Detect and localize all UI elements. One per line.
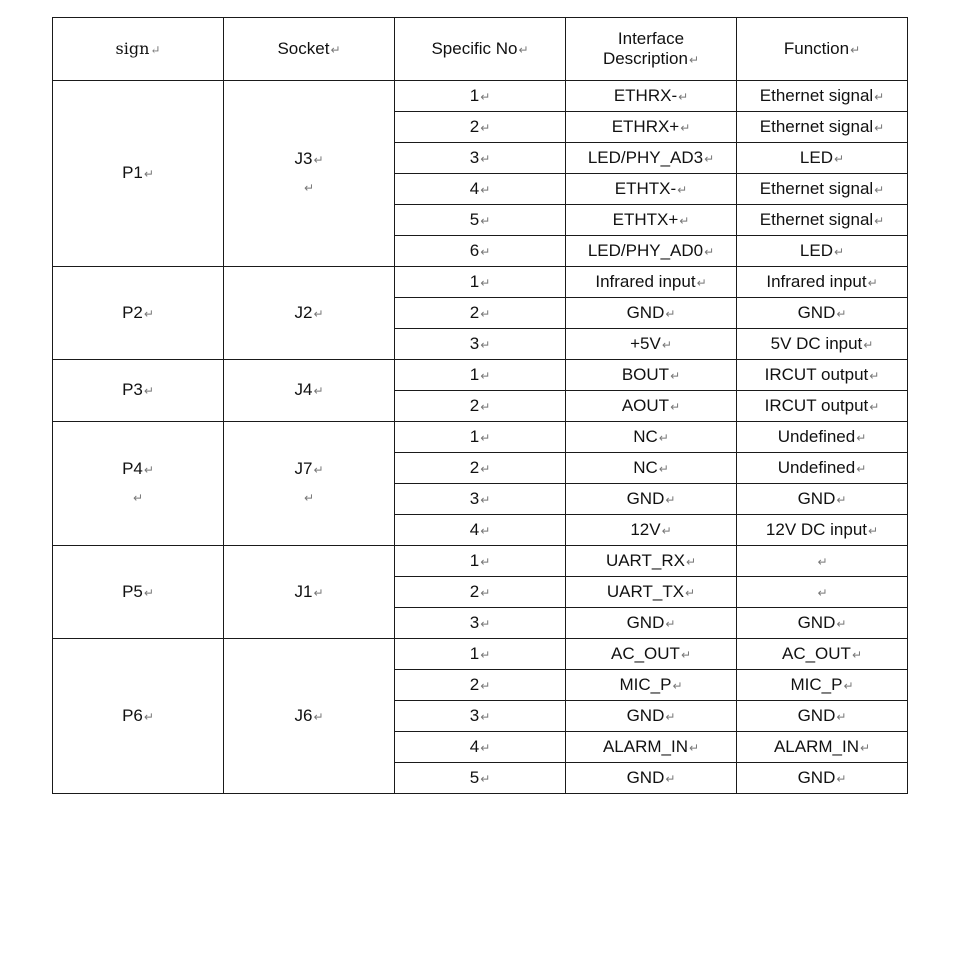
table-row [53,360,908,391]
sign-cell: P6↵ [53,639,224,794]
function-text: Ethernet signal [759,178,874,198]
pin-number: 3 [469,488,480,508]
function-cell: IRCUT output↵ [737,391,908,422]
specific-no-cell: 2↵ [395,391,566,422]
socket-label: J3 [294,149,313,168]
specific-no-cell: 2↵ [395,453,566,484]
socket-label: J1 [294,581,313,601]
function-cell: ALARM_IN↵ [737,732,908,763]
function-text: AC_OUT [781,643,851,663]
pin-number: 2 [469,116,480,136]
interface-description: 12V [630,519,661,539]
specific-no-cell: 2↵ [395,670,566,701]
specific-no-cell: 2↵ [395,577,566,608]
specific-no-cell: 1↵ [395,360,566,391]
function-cell: ↵ [737,577,908,608]
specific-no-cell: 4↵ [395,515,566,546]
pin-number: 3 [469,612,480,632]
function-cell: GND↵ [737,484,908,515]
header-function: Function↵ [737,18,908,81]
function-cell: GND↵ [737,763,908,794]
interface-description: GND [626,767,665,787]
sign-cell: P5↵ [53,546,224,639]
pin-number: 1 [469,426,480,446]
interface-description-cell: ETHTX-↵ [566,174,737,205]
specific-no-cell: 3↵ [395,484,566,515]
sign-label: P5 [122,581,143,601]
pin-number: 2 [469,581,480,601]
specific-no-cell: 4↵ [395,732,566,763]
pin-number: 1 [469,271,480,291]
interface-description: ETHTX- [614,178,677,198]
function-text: Infrared input [766,271,867,291]
interface-description-cell: Infrared input↵ [566,267,737,298]
sign-label: P1 [122,163,143,182]
sign-label: P3 [122,380,143,399]
interface-description-cell: AC_OUT↵ [566,639,737,670]
function-cell: Ethernet signal↵ [737,174,908,205]
interface-description: Infrared input [595,271,696,291]
sign-label: P4 [122,459,143,478]
interface-description: BOUT [621,364,670,384]
pin-number: 2 [469,457,480,477]
pin-definition-table [52,17,908,794]
function-text: 5V DC input [770,333,863,353]
function-cell: Undefined↵ [737,422,908,453]
socket-cell: J4↵ [224,360,395,422]
interface-description: GND [626,488,665,508]
interface-description: UART_RX [605,550,685,570]
specific-no-cell: 2↵ [395,112,566,143]
socket-label: J2 [294,302,313,322]
specific-no-cell: 5↵ [395,205,566,236]
interface-description-cell: ETHRX+↵ [566,112,737,143]
specific-no-cell: 4↵ [395,174,566,205]
socket-cell: J2↵ [224,267,395,360]
interface-description: AC_OUT [610,643,680,663]
interface-description-cell: +5V↵ [566,329,737,360]
specific-no-cell: 2↵ [395,298,566,329]
function-text: Undefined [777,426,856,446]
interface-description: NC [633,457,658,477]
function-cell: AC_OUT↵ [737,639,908,670]
specific-no-cell: 1↵ [395,546,566,577]
pin-number: 5 [469,767,480,787]
function-text: ALARM_IN [773,736,859,756]
pin-number: 6 [469,240,480,260]
interface-description-cell: MIC_P↵ [566,670,737,701]
pin-number: 1 [469,364,480,384]
pin-number: 5 [469,209,480,229]
function-cell: GND↵ [737,298,908,329]
function-cell: Undefined↵ [737,453,908,484]
interface-description: LED/PHY_AD0 [587,240,704,260]
pin-definition-table-wrapper [52,17,907,794]
pin-number: 1 [469,85,480,105]
sign-cell: P2↵ [53,267,224,360]
interface-description-cell: GND↵ [566,701,737,732]
table-body [53,81,908,794]
socket-cell: J6↵ [224,639,395,794]
function-cell: GND↵ [737,608,908,639]
socket-cell: J1↵ [224,546,395,639]
pin-number: 3 [469,333,480,353]
function-cell: Ethernet signal↵ [737,112,908,143]
specific-no-cell: 3↵ [395,329,566,360]
table-row [53,639,908,670]
specific-no-cell: 3↵ [395,608,566,639]
function-text: GND [797,612,836,632]
interface-description: +5V [630,333,661,353]
function-text: GND [797,705,836,725]
function-text: GND [797,302,836,322]
function-cell: LED↵ [737,236,908,267]
interface-description: ETHRX- [613,85,678,105]
specific-no-cell: 3↵ [395,143,566,174]
table-row [53,81,908,112]
interface-description: AOUT [621,395,670,415]
function-cell: Ethernet signal↵ [737,205,908,236]
socket-cell: J7↵ ↵ [224,422,395,546]
header-socket: Socket↵ [224,18,395,81]
table-header [53,18,908,81]
pin-number: 1 [469,550,480,570]
interface-description-cell: 12V↵ [566,515,737,546]
interface-description: GND [626,612,665,632]
interface-description-cell: ETHTX+↵ [566,205,737,236]
socket-label: J6 [294,705,313,725]
specific-no-cell: 1↵ [395,639,566,670]
interface-description-cell: UART_RX↵ [566,546,737,577]
interface-description: UART_TX [606,581,685,601]
function-text: Ethernet signal [759,209,874,229]
header-interface-line2: Description [602,48,688,68]
sign-cell: P3↵ [53,360,224,422]
specific-no-cell: 1↵ [395,422,566,453]
pin-number: 2 [469,674,480,694]
table-row [53,267,908,298]
specific-no-cell: 3↵ [395,701,566,732]
function-text: IRCUT output [764,364,869,384]
pin-number: 4 [469,178,480,198]
sign-cell: P4↵ ↵ [53,422,224,546]
socket-label: J7 [294,459,313,478]
interface-description-cell: UART_TX↵ [566,577,737,608]
function-text: GND [797,488,836,508]
interface-description-cell: LED/PHY_AD0↵ [566,236,737,267]
interface-description: GND [626,302,665,322]
pin-number: 4 [469,736,480,756]
function-text: GND [797,767,836,787]
header-interface-line1: Interface [617,28,685,48]
pin-number: 1 [469,643,480,663]
interface-description-cell: GND↵ [566,608,737,639]
interface-description-cell: BOUT↵ [566,360,737,391]
function-cell: LED↵ [737,143,908,174]
function-cell: Ethernet signal↵ [737,81,908,112]
pin-number: 3 [469,705,480,725]
interface-description: NC [633,426,658,446]
function-text: Ethernet signal [759,116,874,136]
header-interface-description: Interface Description↵ [566,18,737,81]
interface-description-cell: ALARM_IN↵ [566,732,737,763]
function-cell: Infrared input↵ [737,267,908,298]
function-text: MIC_P [790,674,843,694]
interface-description: GND [626,705,665,725]
header-specific-no: Specific No↵ [395,18,566,81]
socket-cell: J3↵ ↵ [224,81,395,267]
sign-label: P2 [122,302,143,322]
specific-no-cell: 6↵ [395,236,566,267]
pin-number: 4 [469,519,480,539]
interface-description-cell: NC↵ [566,422,737,453]
function-cell: ↵ [737,546,908,577]
pin-number: 3 [469,147,480,167]
interface-description-cell: AOUT↵ [566,391,737,422]
interface-description-cell: NC↵ [566,453,737,484]
function-cell: MIC_P↵ [737,670,908,701]
interface-description: MIC_P [619,674,672,694]
header-sign: sign↵ [53,18,224,81]
interface-description: ETHRX+ [611,116,680,136]
interface-description: LED/PHY_AD3 [587,147,704,167]
pin-number: 2 [469,395,480,415]
interface-description: ALARM_IN [602,736,688,756]
interface-description-cell: GND↵ [566,484,737,515]
function-cell: GND↵ [737,701,908,732]
specific-no-cell: 1↵ [395,267,566,298]
sign-cell: P1↵ [53,81,224,267]
function-text: LED [799,147,833,167]
interface-description-cell: GND↵ [566,298,737,329]
interface-description-cell: LED/PHY_AD3↵ [566,143,737,174]
interface-description-cell: ETHRX-↵ [566,81,737,112]
function-text: 12V DC input [765,519,868,539]
table-row [53,546,908,577]
sign-label: P6 [122,705,143,725]
function-text: Undefined [777,457,856,477]
socket-label: J4 [294,380,313,399]
interface-description-cell: GND↵ [566,763,737,794]
function-text: Ethernet signal [759,85,874,105]
page-bottom-blank [52,826,907,960]
function-text: IRCUT output [764,395,869,415]
header-row [53,18,908,81]
specific-no-cell: 5↵ [395,763,566,794]
function-text: LED [799,240,833,260]
function-cell: 12V DC input↵ [737,515,908,546]
specific-no-cell: 1↵ [395,81,566,112]
table-row [53,422,908,453]
function-cell: IRCUT output↵ [737,360,908,391]
pin-number: 2 [469,302,480,322]
function-cell: 5V DC input↵ [737,329,908,360]
interface-description: ETHTX+ [612,209,679,229]
